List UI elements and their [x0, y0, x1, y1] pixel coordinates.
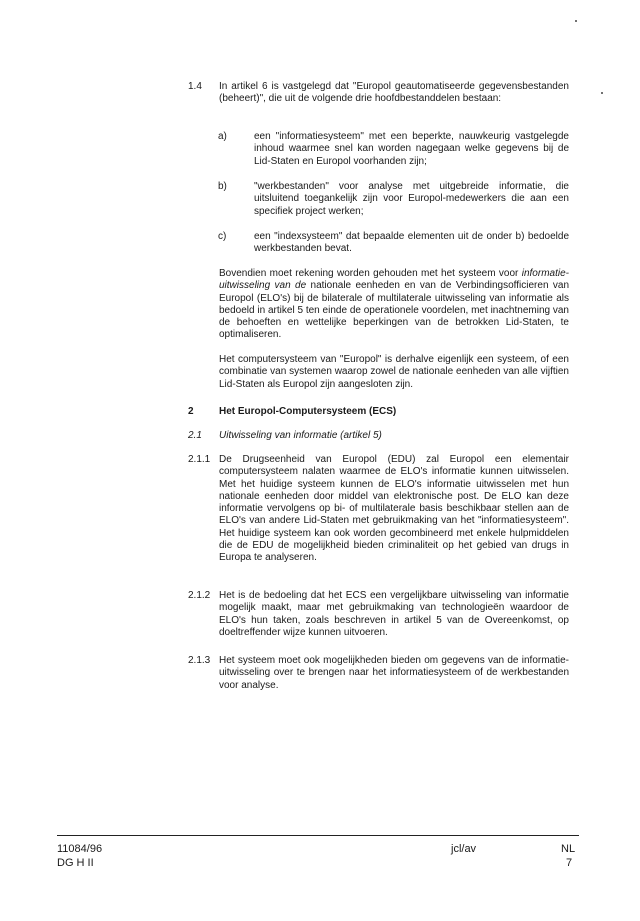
footer-page-number: 7 [566, 857, 573, 869]
italic-term: informatie-uitwisseling van de [219, 268, 569, 292]
footer-doc-number: 11084/96 [57, 843, 103, 855]
body-text: Bovendien moet rekening worden gehouden met het systeem voor [219, 268, 522, 279]
footer-initials: jcl/av [451, 843, 477, 855]
body-paragraph: Het systeem moet ook mogelijkheden bieden om gegevens van de informatie-uitwisseling over te brengen naar het informatiesysteem of de werkbestanden voor analyse. [219, 655, 569, 691]
list-item: een "indexsysteem" dat bepaalde elementen uit de onder b) bedoelde werkbestanden bevat. [254, 231, 569, 255]
paragraph-number: 2.1.3 [188, 655, 211, 666]
list-item: "werkbestanden" voor analyse met uitgebreide informatie, die uitsluitend toegankelijk zijn voor Europol-medewerkers die aan een specifiek project werken; [254, 181, 569, 217]
scan-speck [575, 20, 577, 22]
body-text: nationale eenheden en van de Verbindingsofficieren van Europol (ELO's) bij de bilaterale of multilaterale uitwisseling van informatie als bedoeld in artikel 5 ten einde de operationele voordelen, met inachtneming van de behoeften en wettelijke beperkingen van de betrokken Lid-Staten, te optimaliseren. [219, 280, 570, 341]
list-marker: a) [218, 131, 227, 142]
section-number: 1.4 [188, 81, 202, 92]
footer-divider [57, 835, 579, 836]
footer-department: DG H II [57, 857, 94, 869]
paragraph-number: 2.1.2 [188, 590, 211, 601]
body-paragraph: Het is de bedoeling dat het ECS een vergelijkbare uitwisseling van informatie mogelijk maakt, maar met gebruikmaking van technologieën waardoor de ELO's hun taken, zoals beschreven in artikel 5 van de Overeenkomst, op doeltreffender wijze kunnen uitvoeren. [219, 590, 569, 638]
footer-language: NL [561, 843, 576, 855]
section-intro: In artikel 6 is vastgelegd dat "Europol geautomatiseerde gegevensbestanden (beheert)", die uit de volgende drie hoofdbestanddelen bestaan: [219, 81, 569, 105]
section-heading: Het Europol-Computersysteem (ECS) [219, 406, 397, 417]
body-paragraph: De Drugseenheid van Europol (EDU) zal Europol een elementair computersysteem nalaten waarmee de ELO's informatie kunnen uitwisselen. Met het huidige systeem kunnen de ELO's informatie uitwisselen met hun nationale eenheden door middel van elektronische post. De ELO kan deze informatie vervolgens op bi- of multilaterale basis beschikbaar stellen aan de ELO's van andere Lid-Staten met gebruikmaking van het "informatiesysteem". Het huidige systeem kan ook worden gecombineerd met enkele hulpmiddelen die de EDU de mogelijkheid bieden criminaliteit op het gebied van drugs in Europa te analyseren. [219, 454, 569, 564]
list-marker: b) [218, 181, 227, 192]
body-paragraph: Het computersysteem van "Europol" is derhalve eigenlijk een systeem, of een combinatie van systemen waarop zowel de nationale eenheden van alle vijftien Lid-Staten als Europol zijn aangesloten zijn. [219, 354, 569, 390]
list-item: een "informatiesysteem" met een beperkte, nauwkeurig vastgelegde inhoud waarmee snel kan worden nagegaan welke gegevens bij de Lid-Staten en Europol voorhanden zijn; [254, 131, 569, 167]
section-number: 2 [188, 406, 194, 417]
body-paragraph [219, 268, 569, 342]
subsection-number: 2.1 [188, 430, 202, 441]
scan-speck [601, 92, 603, 94]
list-marker: c) [218, 231, 227, 242]
subsection-heading: Uitwisseling van informatie (artikel 5) [219, 430, 382, 441]
paragraph-number: 2.1.1 [188, 454, 211, 465]
